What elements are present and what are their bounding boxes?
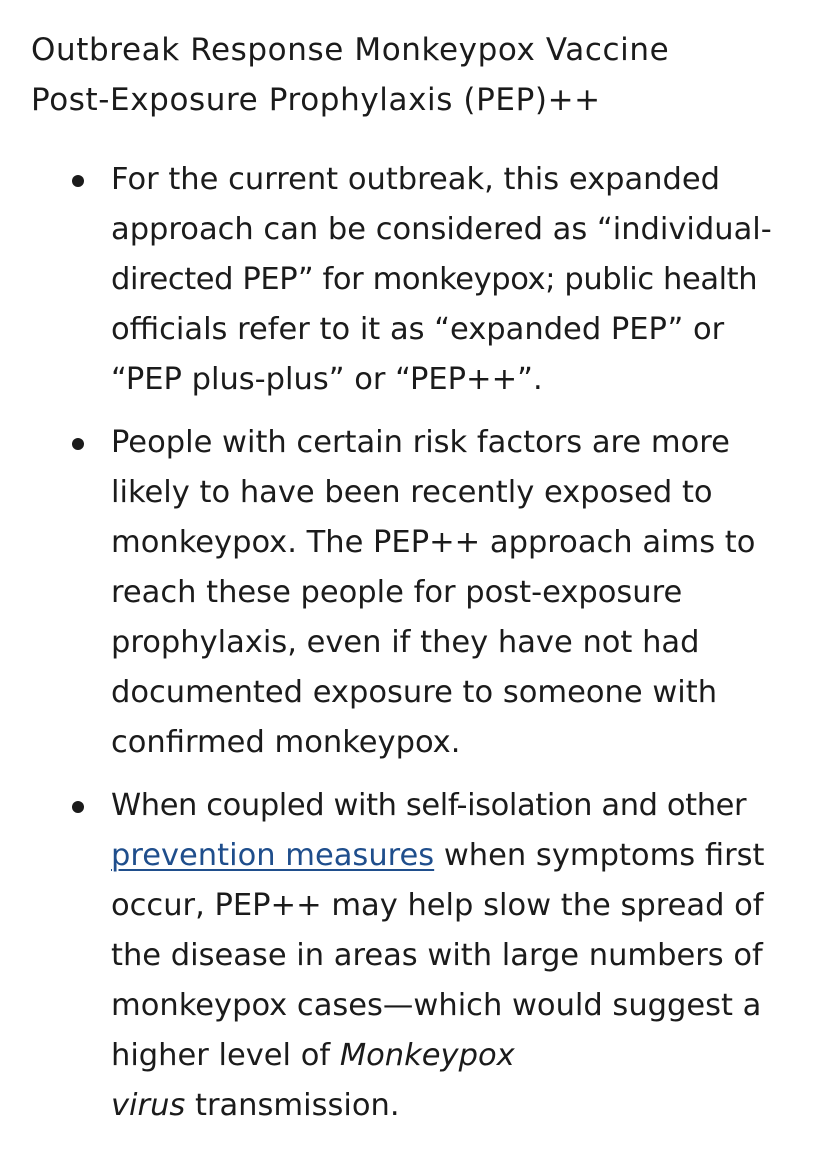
text-line: officials refer to it as “expanded PEP” or [111, 312, 725, 347]
prevention-measures-link[interactable]: prevention measures [111, 838, 435, 873]
bullet-icon [72, 175, 84, 187]
bullet-list [0, 155, 827, 1131]
bullet-text [111, 418, 811, 768]
text-line [111, 1031, 811, 1081]
bullet-text [111, 781, 811, 1131]
text-line: People with certain risk factors are more [111, 425, 730, 460]
bullet-icon [72, 438, 84, 450]
italic-text: virus [111, 1088, 186, 1123]
text-line: the disease in areas with large numbers of [111, 938, 763, 973]
bullet-icon [72, 801, 84, 813]
text-fragment: higher level of [111, 1038, 340, 1073]
text-line: confirmed monkeypox. [111, 725, 461, 760]
text-fragment: when symptoms first [434, 838, 765, 873]
text-line: documented exposure to someone with [111, 675, 718, 710]
text-line: prophylaxis, even if they have not had [111, 625, 700, 660]
text-line: “PEP plus-plus” or “PEP++”. [111, 362, 543, 397]
heading-line-2: Post-Exposure Prophylaxis (PEP)++ [31, 82, 601, 118]
text-line: monkeypox cases—which would suggest a [111, 988, 762, 1023]
list-item [0, 155, 827, 405]
text-line: occur, PEP++ may help slow the spread of [111, 888, 764, 923]
text-line: reach these people for post-exposure [111, 575, 683, 610]
italic-text: Monkeypox [339, 1038, 515, 1073]
text-line: When coupled with self-isolation and other [111, 788, 747, 823]
text-line: likely to have been recently exposed to [111, 475, 713, 510]
text-fragment: transmission. [185, 1088, 400, 1123]
text-line: For the current outbreak, this expanded [111, 162, 721, 197]
heading-line-1: Outbreak Response Monkeypox Vaccine [31, 32, 670, 68]
list-item [0, 781, 827, 1131]
bullet-text [111, 155, 811, 405]
list-item [0, 418, 827, 768]
text-line: directed PEP” for monkeypox; public health [111, 262, 758, 297]
section-heading [31, 25, 801, 125]
text-line [111, 1081, 811, 1131]
text-line: monkeypox. The PEP++ approach aims to [111, 525, 756, 560]
text-line [111, 831, 811, 881]
text-line: approach can be considered as “individual- [111, 212, 772, 247]
